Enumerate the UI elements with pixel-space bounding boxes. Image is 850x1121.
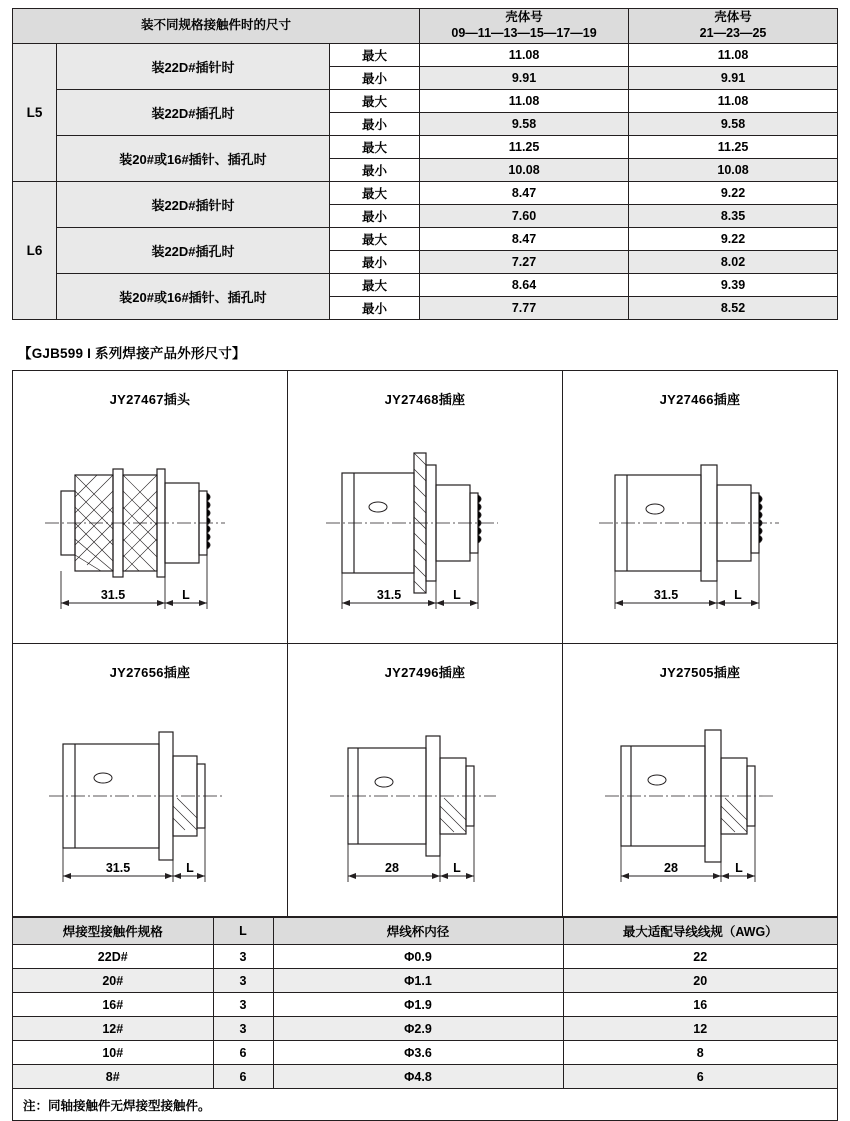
value-shell-21-25: 11.08 bbox=[629, 44, 838, 67]
minmax-label: 最大 bbox=[330, 274, 420, 297]
spec-bore: Φ0.9 bbox=[273, 945, 563, 969]
header-shell-21-25-line2: 21—23—25 bbox=[699, 26, 767, 40]
value-shell-09-19: 11.08 bbox=[420, 90, 629, 113]
table-row bbox=[13, 136, 838, 159]
spec-label: 装22D#插针时 bbox=[57, 44, 330, 90]
drawing-figure bbox=[13, 686, 287, 914]
dim-value-l: L bbox=[186, 861, 194, 875]
drawing-figure bbox=[563, 686, 837, 914]
table-row bbox=[13, 969, 837, 993]
jam-nut-receptacle-svg bbox=[300, 413, 550, 641]
spec-size: 20# bbox=[13, 969, 213, 993]
minmax-label: 最大 bbox=[330, 44, 420, 67]
dim-value-main: 31.5 bbox=[653, 588, 679, 602]
drawing-title: JY27505插座 bbox=[659, 665, 741, 680]
drawing-title: JY27467插头 bbox=[109, 392, 191, 407]
spec-bore: Φ1.1 bbox=[273, 969, 563, 993]
value-shell-21-25: 9.91 bbox=[629, 67, 838, 90]
dim-value-main: 28 bbox=[664, 861, 678, 875]
spec-l: 3 bbox=[213, 1017, 273, 1041]
value-shell-09-19: 8.47 bbox=[420, 228, 629, 251]
spec-awg: 6 bbox=[563, 1065, 837, 1089]
value-shell-09-19: 8.47 bbox=[420, 182, 629, 205]
value-shell-09-19: 11.08 bbox=[420, 44, 629, 67]
table-header-row bbox=[13, 9, 838, 44]
spec-awg: 8 bbox=[563, 1041, 837, 1065]
minmax-label: 最大 bbox=[330, 228, 420, 251]
drawing-title: JY27496插座 bbox=[384, 665, 466, 680]
minmax-label: 最大 bbox=[330, 182, 420, 205]
square-flange-receptacle-svg bbox=[300, 686, 550, 914]
table-row bbox=[13, 44, 838, 67]
value-shell-09-19: 9.58 bbox=[420, 113, 629, 136]
spec-bore: Φ3.6 bbox=[273, 1041, 563, 1065]
value-shell-21-25: 8.35 bbox=[629, 205, 838, 228]
dim-value-l: L bbox=[453, 861, 461, 875]
minmax-label: 最小 bbox=[330, 113, 420, 136]
table-row bbox=[13, 1065, 837, 1089]
contact-spec-table bbox=[13, 917, 837, 1089]
minmax-label: 最小 bbox=[330, 67, 420, 90]
flange-receptacle-svg bbox=[575, 686, 825, 914]
drawing-jy27656 bbox=[13, 644, 287, 916]
table-row bbox=[13, 993, 837, 1017]
drawing-row-2 bbox=[13, 644, 837, 917]
dim-value-l: L bbox=[182, 588, 190, 602]
drawing-jy27466 bbox=[562, 371, 837, 643]
table-note: 注：同轴接触件无焊接型接触件。 bbox=[23, 1099, 211, 1113]
table-row bbox=[13, 182, 838, 205]
drawing-figure bbox=[13, 413, 287, 641]
spec-size: 16# bbox=[13, 993, 213, 1017]
drawing-title: JY27466插座 bbox=[659, 392, 741, 407]
minmax-label: 最小 bbox=[330, 205, 420, 228]
header-shell-09-19-line1: 壳体号 bbox=[505, 10, 543, 25]
value-shell-21-25: 11.08 bbox=[629, 90, 838, 113]
spec-bore: Φ1.9 bbox=[273, 993, 563, 1017]
value-shell-21-25: 9.58 bbox=[629, 113, 838, 136]
section-caption: 【GJB599 I 系列焊接产品外形尺寸】 bbox=[18, 346, 246, 361]
spec-size: 22D# bbox=[13, 945, 213, 969]
spec-awg: 22 bbox=[563, 945, 837, 969]
spec-label: 装20#或16#插针、插孔时 bbox=[57, 274, 330, 320]
dim-value-l: L bbox=[735, 861, 743, 875]
value-shell-21-25: 9.22 bbox=[629, 182, 838, 205]
dim-value-main: 31.5 bbox=[100, 588, 126, 602]
spec-l: 6 bbox=[213, 1041, 273, 1065]
group-label-l5: L5 bbox=[13, 44, 57, 182]
spec-header-bore: 焊线杯内径 bbox=[273, 918, 563, 945]
dim-value-main: 31.5 bbox=[376, 588, 402, 602]
value-shell-21-25: 8.52 bbox=[629, 297, 838, 320]
table-row bbox=[13, 228, 838, 251]
table-row bbox=[13, 274, 838, 297]
value-shell-09-19: 10.08 bbox=[420, 159, 629, 182]
header-shell-09-19-line2: 09—11—13—15—17—19 bbox=[451, 26, 597, 40]
spec-bore: Φ2.9 bbox=[273, 1017, 563, 1041]
spec-label: 装22D#插孔时 bbox=[57, 228, 330, 274]
spec-size: 10# bbox=[13, 1041, 213, 1065]
spec-label: 装20#或16#插针、插孔时 bbox=[57, 136, 330, 182]
spec-header-l: L bbox=[213, 918, 273, 945]
drawing-jy27468 bbox=[287, 371, 562, 643]
table-row bbox=[13, 1041, 837, 1065]
spec-awg: 12 bbox=[563, 1017, 837, 1041]
drawing-figure bbox=[288, 413, 562, 641]
spec-l: 3 bbox=[213, 969, 273, 993]
wall-receptacle-svg bbox=[575, 413, 825, 641]
dim-value-main: 31.5 bbox=[105, 861, 131, 875]
dim-value-main: 28 bbox=[385, 861, 399, 875]
value-shell-09-19: 8.64 bbox=[420, 274, 629, 297]
spec-label: 装22D#插针时 bbox=[57, 182, 330, 228]
spec-l: 3 bbox=[213, 945, 273, 969]
value-shell-09-19: 7.77 bbox=[420, 297, 629, 320]
value-shell-09-19: 7.27 bbox=[420, 251, 629, 274]
drawing-title: JY27656插座 bbox=[109, 665, 191, 680]
value-shell-09-19: 11.25 bbox=[420, 136, 629, 159]
header-shell-09-19 bbox=[420, 9, 629, 44]
spec-header-size: 焊接型接触件规格 bbox=[13, 918, 213, 945]
spec-header-awg: 最大适配导线线规（AWG） bbox=[563, 918, 837, 945]
spec-awg: 20 bbox=[563, 969, 837, 993]
spec-label: 装22D#插孔时 bbox=[57, 90, 330, 136]
spec-header-row bbox=[13, 918, 837, 945]
table-row bbox=[13, 945, 837, 969]
header-spec-col: 装不同规格接触件时的尺寸 bbox=[13, 9, 420, 44]
value-shell-21-25: 8.02 bbox=[629, 251, 838, 274]
header-shell-21-25 bbox=[629, 9, 838, 44]
spec-size: 8# bbox=[13, 1065, 213, 1089]
dimension-table bbox=[12, 8, 838, 320]
minmax-label: 最大 bbox=[330, 136, 420, 159]
minmax-label: 最大 bbox=[330, 90, 420, 113]
header-shell-21-25-line1: 壳体号 bbox=[714, 10, 752, 25]
group-label-l6: L6 bbox=[13, 182, 57, 320]
value-shell-21-25: 11.25 bbox=[629, 136, 838, 159]
table-row bbox=[13, 90, 838, 113]
table-row bbox=[13, 1017, 837, 1041]
spec-size: 12# bbox=[13, 1017, 213, 1041]
drawing-jy27467 bbox=[13, 371, 287, 643]
value-shell-21-25: 9.39 bbox=[629, 274, 838, 297]
minmax-label: 最小 bbox=[330, 251, 420, 274]
dim-value-l: L bbox=[734, 588, 742, 602]
value-shell-09-19: 7.60 bbox=[420, 205, 629, 228]
outline-drawing-panel bbox=[12, 370, 838, 1121]
value-shell-09-19: 9.91 bbox=[420, 67, 629, 90]
drawing-figure bbox=[288, 686, 562, 914]
minmax-label: 最小 bbox=[330, 159, 420, 182]
spec-awg: 16 bbox=[563, 993, 837, 1017]
drawing-row-1 bbox=[13, 371, 837, 644]
drawing-title: JY27468插座 bbox=[384, 392, 466, 407]
drawing-jy27496 bbox=[287, 644, 562, 916]
plug-outline-svg bbox=[25, 413, 275, 641]
box-receptacle-svg bbox=[25, 686, 275, 914]
drawing-jy27505 bbox=[562, 644, 837, 916]
minmax-label: 最小 bbox=[330, 297, 420, 320]
dim-value-l: L bbox=[453, 588, 461, 602]
drawing-figure bbox=[563, 413, 837, 641]
spec-l: 3 bbox=[213, 993, 273, 1017]
spec-bore: Φ4.8 bbox=[273, 1065, 563, 1089]
value-shell-21-25: 9.22 bbox=[629, 228, 838, 251]
spec-l: 6 bbox=[213, 1065, 273, 1089]
value-shell-21-25: 10.08 bbox=[629, 159, 838, 182]
